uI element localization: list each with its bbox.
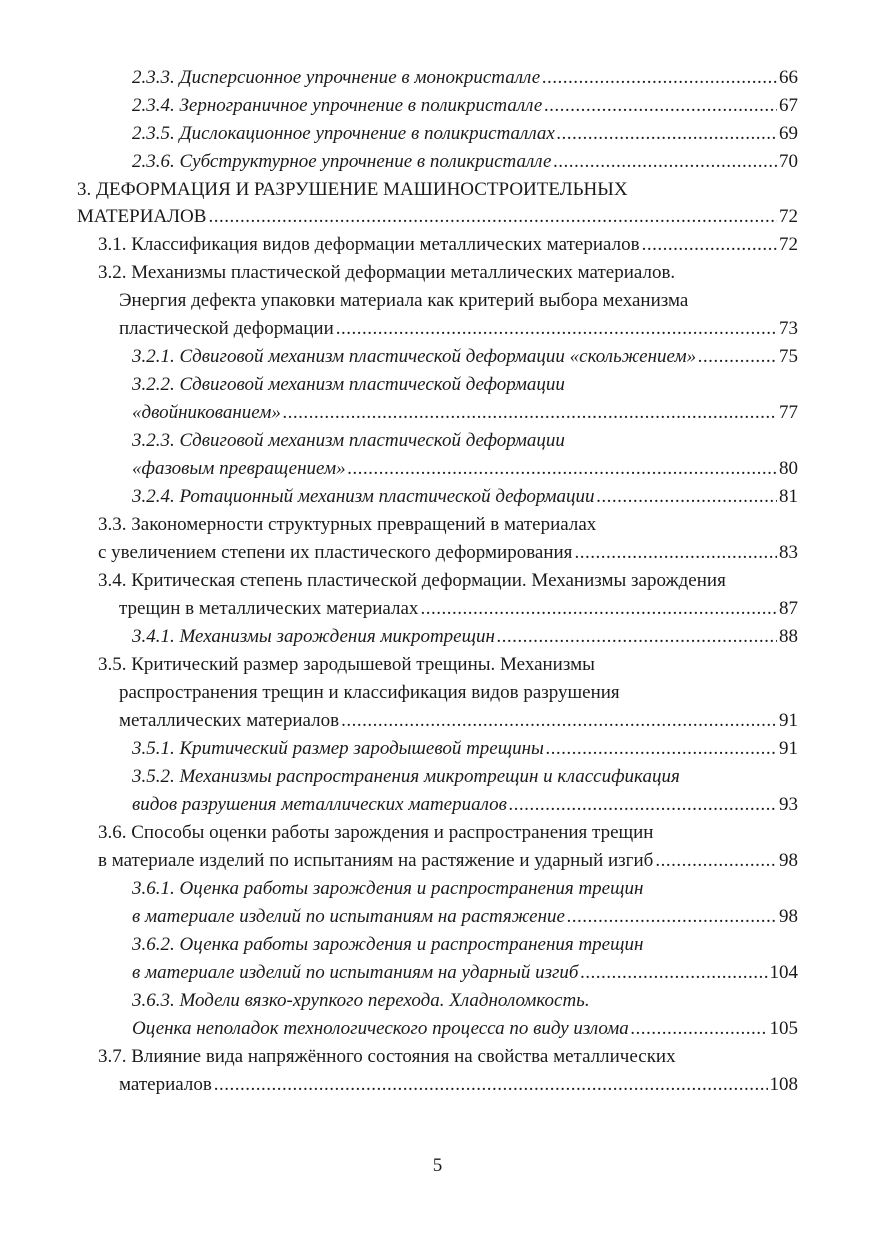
leader-dots <box>551 148 777 175</box>
toc-entry-title: 3.4.1. Механизмы зарождения микротрещин <box>132 626 495 647</box>
toc-entry-chapter-3[interactable] <box>77 203 798 230</box>
toc-entry-3-5-1[interactable] <box>132 735 798 762</box>
leader-dots <box>542 92 777 119</box>
toc-entry-title: «фазовым превращением» <box>132 458 346 479</box>
toc-entry-3-2-1[interactable] <box>132 343 798 370</box>
toc-entry-title: Оценка неполадок технологического процесса по виду излома <box>132 1018 629 1039</box>
toc-page-number: 105 <box>769 1018 798 1039</box>
leader-dots <box>696 343 777 370</box>
toc-entry-title: 3.1. Классификация видов деформации металлических материалов <box>98 234 640 255</box>
toc-entry-3-6-line1[interactable]: 3.6. Способы оценки работы зарождения и распространения трещин <box>98 822 654 843</box>
toc-entry-3-6-3[interactable] <box>132 1015 798 1042</box>
toc-entry-title: «двойникованием» <box>132 402 281 423</box>
toc-entry-3-1[interactable] <box>98 231 798 258</box>
toc-page-number: 80 <box>779 458 798 479</box>
toc-entry-title: видов разрушения металлических материалов <box>132 794 507 815</box>
toc-entry-title: МАТЕРИАЛОВ <box>77 206 207 227</box>
toc-page-number: 72 <box>779 206 798 227</box>
leader-dots <box>565 903 777 930</box>
toc-page-number: 69 <box>779 123 798 144</box>
toc-entry-title: 2.3.6. Субструктурное упрочнение в поликристалле <box>132 151 552 172</box>
leader-dots <box>206 203 777 230</box>
toc-entry-2-3-6[interactable] <box>132 148 798 175</box>
toc-entry-3-4-line1[interactable]: 3.4. Критическая степень пластической деформации. Механизмы зарождения <box>98 570 726 591</box>
leader-dots <box>212 1071 768 1098</box>
toc-entry-3-2-4[interactable] <box>132 483 798 510</box>
toc-entry-3-6[interactable] <box>98 847 798 874</box>
toc-entry-title: в материале изделий по испытаниям на растяжение <box>132 906 565 927</box>
toc-entry-title: материалов <box>119 1074 212 1095</box>
leader-dots <box>507 791 777 818</box>
leader-dots <box>544 735 777 762</box>
leader-dots <box>572 539 777 566</box>
toc-entry-3-2-line2[interactable]: Энергия дефекта упаковки материала как критерий выбора механизма <box>119 290 689 311</box>
toc-entry-title: в материале изделий по испытаниям на растяжение и ударный изгиб <box>98 850 654 871</box>
toc-entry-title: пластической деформации <box>119 318 334 339</box>
leader-dots <box>339 707 777 734</box>
toc-page-number: 88 <box>779 626 798 647</box>
toc-entry-3-6-2[interactable] <box>132 959 798 986</box>
toc-page-number: 104 <box>769 962 798 983</box>
toc-entry-title: в материале изделий по испытаниям на ударный изгиб <box>132 962 579 983</box>
toc-entry-title: трещин в металлических материалах <box>119 598 419 619</box>
toc-page-number: 98 <box>779 850 798 871</box>
toc-entry-3-5-2-line1[interactable]: 3.5.2. Механизмы распространения микротрещин и классификация <box>132 766 680 787</box>
leader-dots <box>334 315 777 342</box>
leader-dots <box>640 231 777 258</box>
toc-page-number: 93 <box>779 794 798 815</box>
toc-entry-title: 3.2.1. Сдвиговой механизм пластической деформации «скольжением» <box>132 346 697 367</box>
toc-entry-3-2-line1[interactable]: 3.2. Механизмы пластической деформации металлических материалов. <box>98 262 676 283</box>
toc-entry-3-5-2[interactable] <box>132 791 798 818</box>
toc-entry-3-6-1-line1[interactable]: 3.6.1. Оценка работы зарождения и распространения трещин <box>132 878 644 899</box>
toc-entry-title: 3.5.1. Критический размер зародышевой трещины <box>132 738 544 759</box>
toc-entry-3-2-3-line1[interactable]: 3.2.3. Сдвиговой механизм пластической деформации <box>132 430 565 451</box>
leader-dots <box>595 483 777 510</box>
toc-entry-chapter-3-line1[interactable]: 3. ДЕФОРМАЦИЯ И РАЗРУШЕНИЕ МАШИНОСТРОИТЕЛЬНЫХ <box>77 179 628 200</box>
toc-entry-3-4[interactable] <box>119 595 798 622</box>
toc-page-number: 66 <box>779 67 798 88</box>
toc-entry-3-6-2-line1[interactable]: 3.6.2. Оценка работы зарождения и распространения трещин <box>132 934 644 955</box>
toc-entry-3-5-line1[interactable]: 3.5. Критический размер зародышевой трещины. Механизмы <box>98 654 595 675</box>
toc-page-number: 81 <box>779 486 798 507</box>
leader-dots <box>418 595 777 622</box>
leader-dots <box>495 623 777 650</box>
toc-entry-3-2-3[interactable] <box>132 455 798 482</box>
toc-entry-title: металлических материалов <box>119 710 340 731</box>
toc-entry-3-2-2[interactable] <box>132 399 798 426</box>
toc-entry-3-4-1[interactable] <box>132 623 798 650</box>
toc-page-number: 83 <box>779 542 798 563</box>
toc-entry-3-6-3-line1[interactable]: 3.6.3. Модели вязко-хрупкого перехода. Хладноломкость. <box>132 990 590 1011</box>
leader-dots <box>346 455 777 482</box>
toc-page-number: 108 <box>769 1074 798 1095</box>
toc-entry-title: 2.3.4. Зернограничное упрочнение в поликристалле <box>132 95 543 116</box>
toc-entry-3-3[interactable] <box>98 539 798 566</box>
toc-page-number: 98 <box>779 906 798 927</box>
toc-entry-2-3-5[interactable] <box>132 120 798 147</box>
toc-entry-3-3-line1[interactable]: 3.3. Закономерности структурных превращений в материалах <box>98 514 597 535</box>
toc-entry-3-7[interactable] <box>119 1071 798 1098</box>
leader-dots <box>281 399 777 426</box>
toc-page-number: 91 <box>779 710 798 731</box>
leader-dots <box>653 847 777 874</box>
toc-entry-2-3-3[interactable] <box>132 64 798 91</box>
leader-dots <box>540 64 777 91</box>
toc-page-number: 75 <box>779 346 798 367</box>
toc-page-number: 70 <box>779 151 798 172</box>
page-number: 5 <box>432 1155 443 1176</box>
toc-entry-title: 2.3.5. Дислокационное упрочнение в поликристаллах <box>132 123 555 144</box>
leader-dots <box>629 1015 768 1042</box>
toc-entry-3-5[interactable] <box>119 707 798 734</box>
toc-page-number: 72 <box>779 234 798 255</box>
toc-page-number: 91 <box>779 738 798 759</box>
toc-page-number: 73 <box>779 318 798 339</box>
toc-entry-title: 3.2.4. Ротационный механизм пластической деформации <box>132 486 595 507</box>
toc-entry-3-5-line2[interactable]: распространения трещин и классификация видов разрушения <box>119 682 620 703</box>
toc-entry-3-2-2-line1[interactable]: 3.2.2. Сдвиговой механизм пластической деформации <box>132 374 565 395</box>
leader-dots <box>578 959 767 986</box>
toc-page-number: 87 <box>779 598 798 619</box>
toc-entry-3-7-line1[interactable]: 3.7. Влияние вида напряжённого состояния на свойства металлических <box>98 1046 676 1067</box>
toc-entry-3-6-1[interactable] <box>132 903 798 930</box>
toc-entry-title: с увеличением степени их пластического деформирования <box>98 542 573 563</box>
toc-entry-title: 2.3.3. Дисперсионное упрочнение в монокристалле <box>132 67 541 88</box>
leader-dots <box>555 120 777 147</box>
toc-entry-2-3-4[interactable] <box>132 92 798 119</box>
toc-page-number: 67 <box>779 95 798 116</box>
toc-page-number: 77 <box>779 402 798 423</box>
toc-entry-3-2[interactable] <box>119 315 798 342</box>
